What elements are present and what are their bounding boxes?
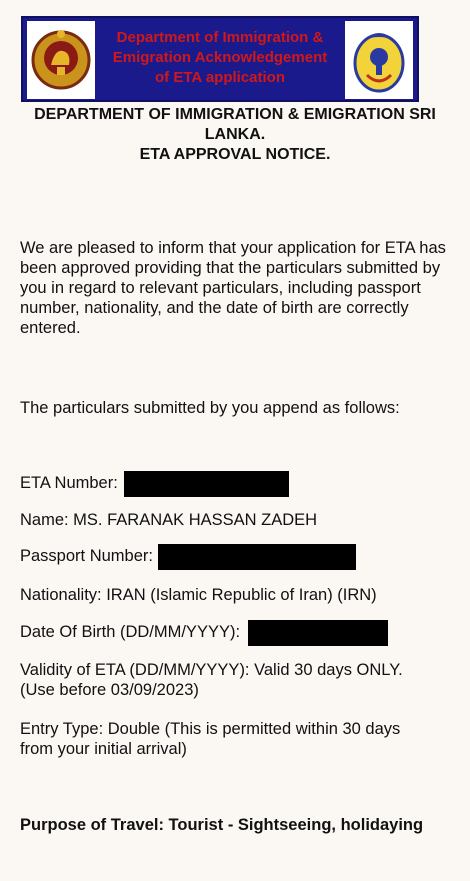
heading-line: LANKA. — [204, 126, 266, 143]
purpose-row: Purpose of Travel: Tourist - Sightseeing, holidaying — [20, 816, 424, 834]
banner-title — [95, 28, 345, 88]
entry-type-line: from your initial arrival) — [20, 740, 187, 758]
notice-heading — [20, 105, 450, 165]
intro-paragraph: We are pleased to inform that your application for ETA has been approved providing that the particulars submitted by you in regard to relevant particulars, including passport number, nationality, and the date of birth are correctly entered. — [20, 239, 446, 337]
entry-type-line: Entry Type: Double (This is permitted within 30 days — [20, 720, 401, 738]
append-text: The particulars submitted by you append as follows: — [20, 399, 400, 417]
header-banner — [21, 16, 419, 102]
dob-row — [20, 619, 460, 645]
banner-line: Department of Immigration & — [116, 29, 324, 46]
passport-redaction — [158, 544, 356, 570]
eta-number-label: ETA Number: — [20, 474, 118, 492]
sri-lanka-emblem-icon — [27, 21, 95, 99]
eta-number-row — [20, 470, 460, 496]
banner-line: Emigration Acknowledgement — [112, 49, 328, 66]
passport-row — [20, 543, 460, 569]
dob-label: Date Of Birth (DD/MM/YYYY): — [20, 623, 241, 641]
entry-type-row — [20, 719, 460, 759]
dob-redaction — [248, 620, 388, 646]
validity-line: (Use before 03/09/2023) — [20, 681, 199, 699]
eta-number-redaction — [124, 471, 289, 497]
passport-label: Passport Number: — [20, 547, 153, 565]
heading-line: ETA APPROVAL NOTICE. — [139, 146, 331, 163]
validity-row — [20, 660, 460, 700]
immigration-dept-emblem-icon — [345, 21, 413, 99]
validity-line: Validity of ETA (DD/MM/YYYY): Valid 30 days ONLY. — [20, 661, 403, 679]
banner-line: of ETA application — [155, 69, 285, 86]
heading-line: DEPARTMENT OF IMMIGRATION & EMIGRATION SRI — [34, 106, 436, 123]
name-row: Name: MS. FARANAK HASSAN ZADEH — [20, 511, 318, 529]
nationality-row: Nationality: IRAN (Islamic Republic of Iran) (IRN) — [20, 586, 377, 604]
